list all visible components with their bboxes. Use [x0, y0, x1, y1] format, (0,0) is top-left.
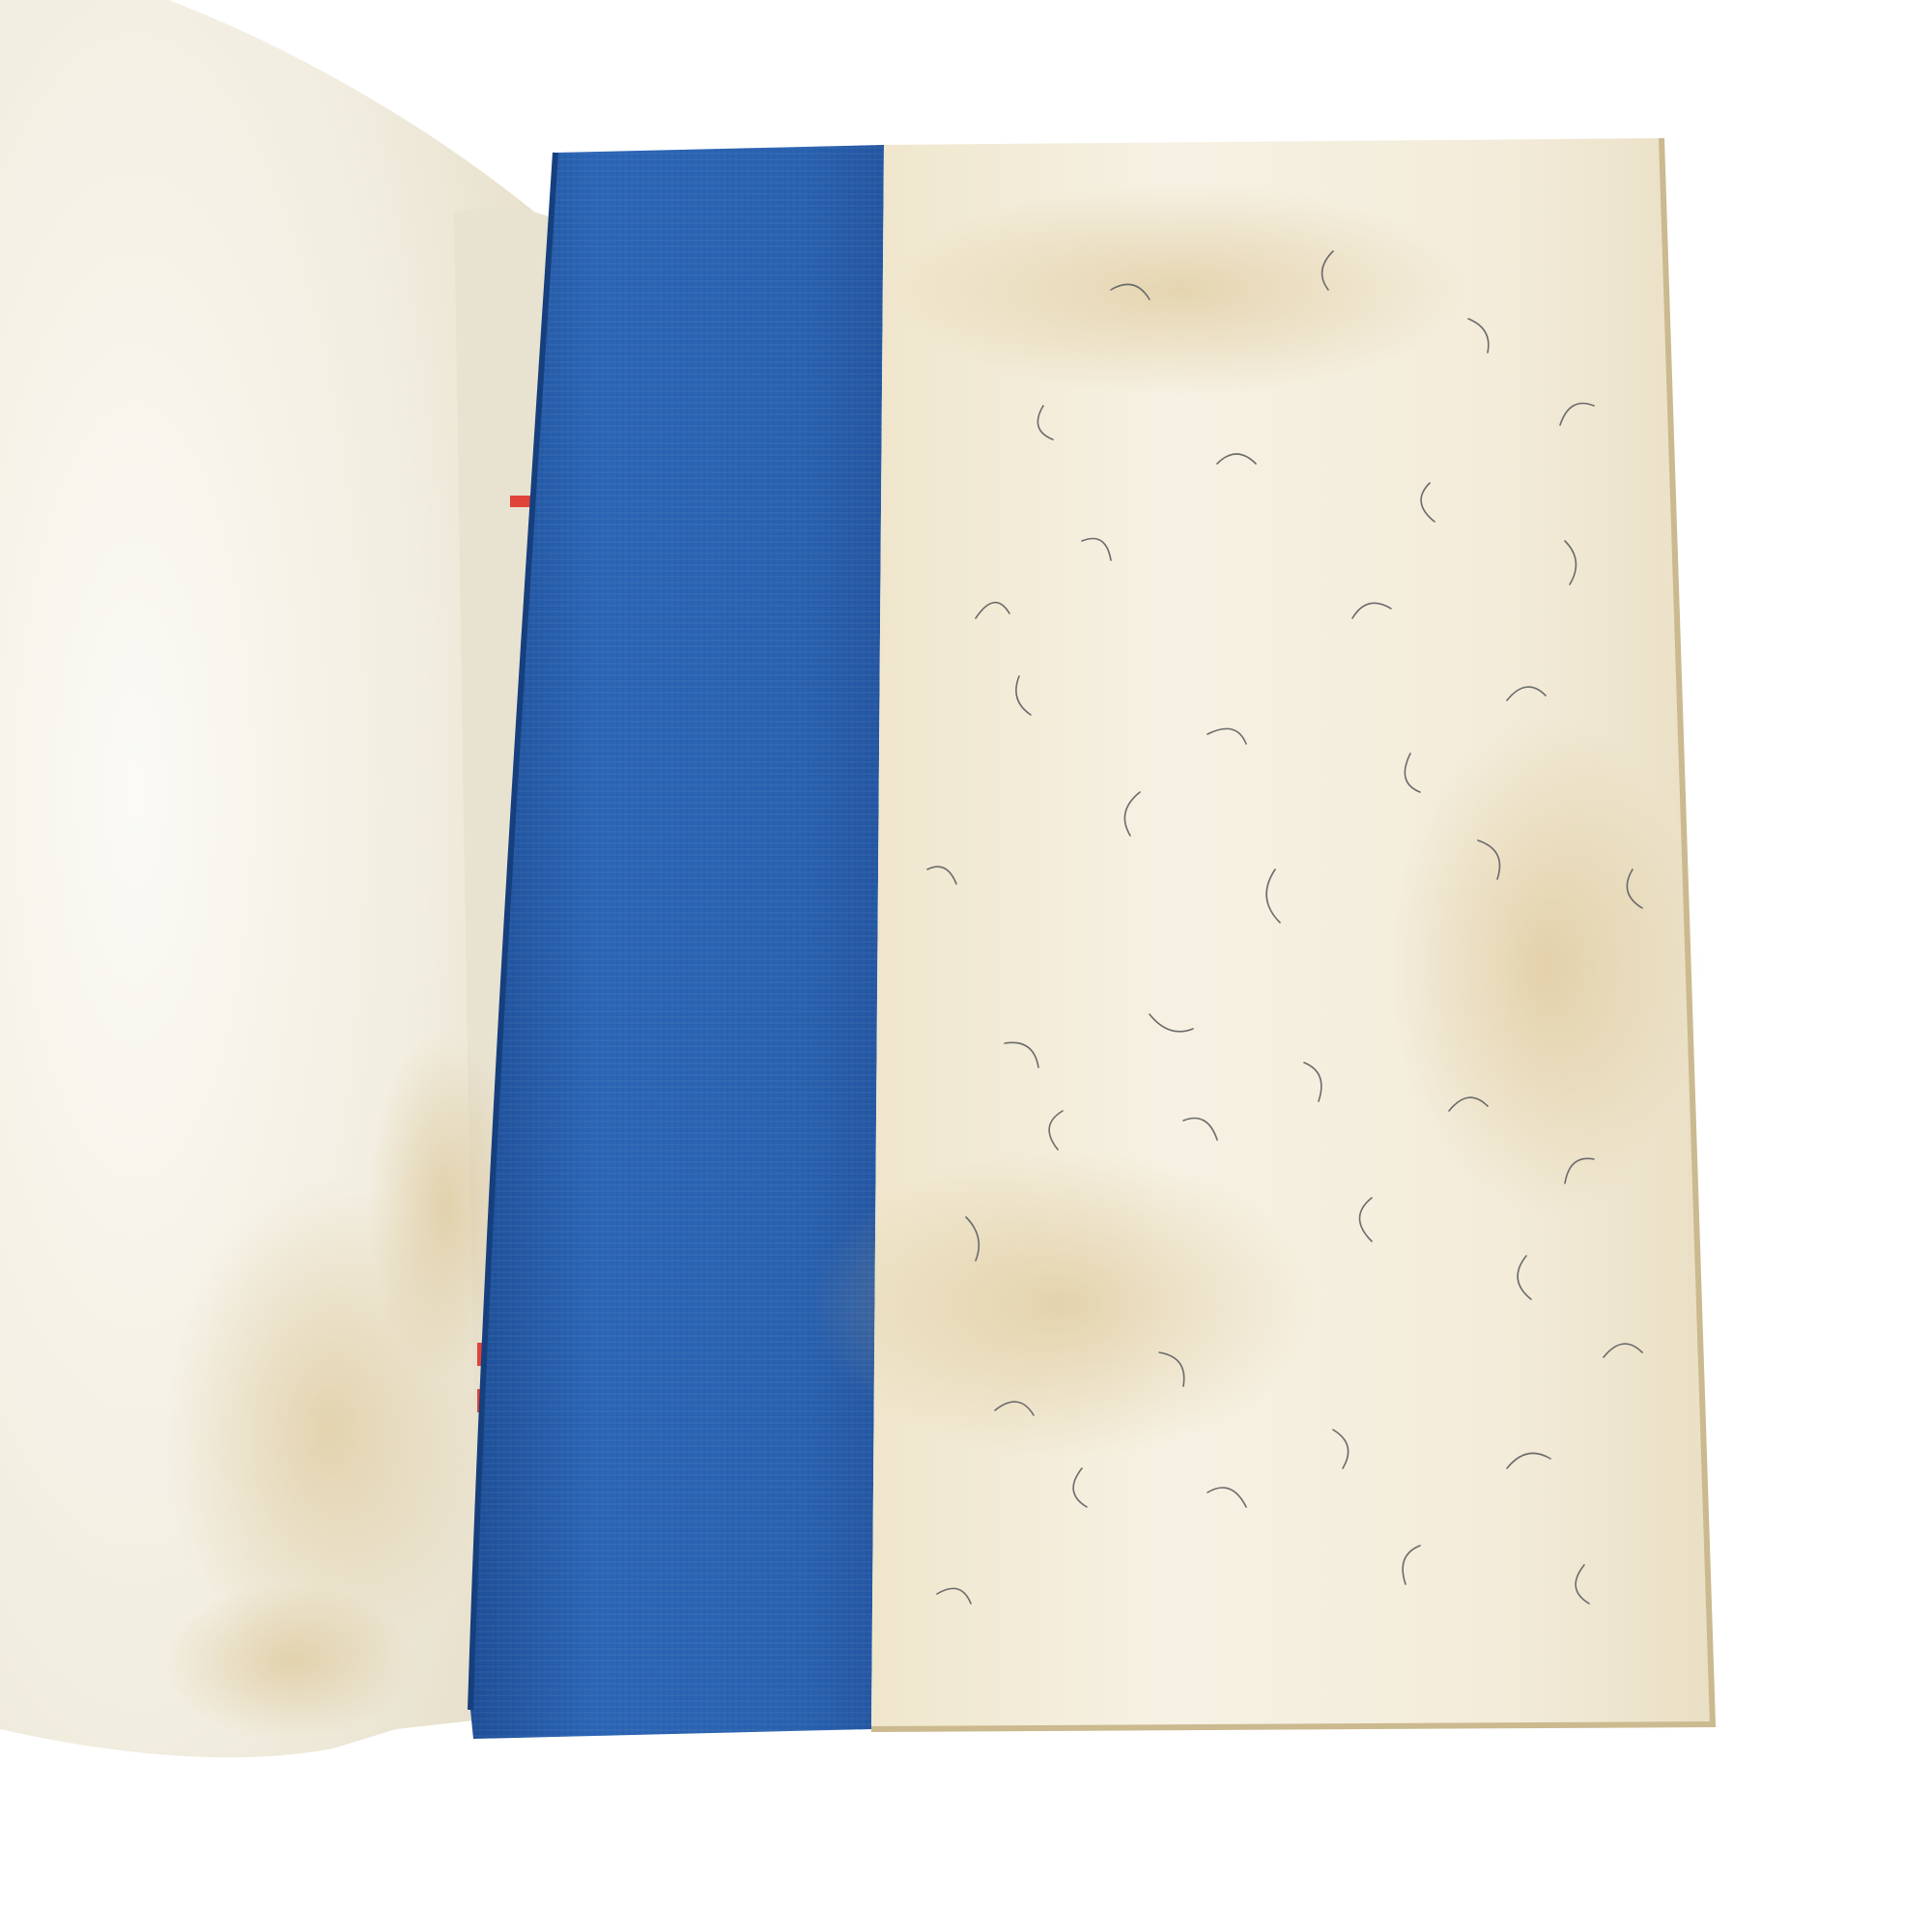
jacket-stain — [164, 1584, 415, 1739]
board-stain — [889, 184, 1468, 396]
board-stain — [811, 1150, 1314, 1459]
board-stain — [1391, 715, 1700, 1217]
